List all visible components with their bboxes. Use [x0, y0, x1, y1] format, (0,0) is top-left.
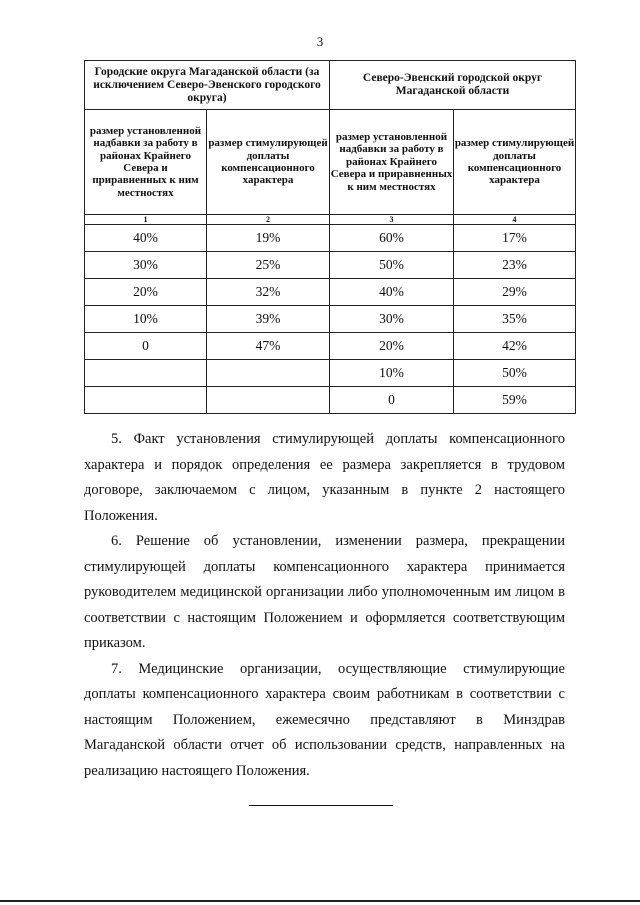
table-cell: 30% — [330, 306, 454, 333]
table-cell: 10% — [85, 306, 207, 333]
column-header-1: размер установленной надбавки за работу в районах Крайнего Севера и приравненных к ним местностях — [85, 110, 207, 215]
table-cell: 32% — [207, 279, 330, 306]
table-row — [85, 306, 576, 333]
table-cell: 47% — [207, 333, 330, 360]
table-cell: 60% — [330, 225, 454, 252]
closing-rule — [249, 805, 393, 806]
column-number: 3 — [330, 215, 454, 225]
table-cell: 10% — [330, 360, 454, 387]
table-cell: 20% — [330, 333, 454, 360]
table-cell: 40% — [85, 225, 207, 252]
column-number: 1 — [85, 215, 207, 225]
table-cell: 50% — [330, 252, 454, 279]
paragraph-5: 5. Факт установления стимулирующей доплаты компенсационного характера и порядок определения ее размера закрепляется в трудовом договоре, заключаемом с лицом, указанным в пункте 2 настоящего Положения. — [84, 431, 565, 524]
paragraph-7: 7. Медицинские организации, осуществляющие стимулирующие доплаты компенсационного характера своим работникам в соответствии с настоящим Положением, ежемесячно представляют в Минздрав Магаданской области отчет об использовании средств, направленных на реализацию настоящего Положения. — [84, 660, 565, 779]
table-row — [85, 225, 576, 252]
column-header-2: размер стимулирующей доплаты компенсационного характера — [207, 110, 330, 215]
body-text — [84, 427, 565, 784]
table-row — [85, 333, 576, 360]
table-cell: 29% — [454, 279, 576, 306]
table-cell — [85, 387, 207, 414]
table-cell: 59% — [454, 387, 576, 414]
table-cell: 23% — [454, 252, 576, 279]
table-cell: 35% — [454, 306, 576, 333]
paragraph-6: 6. Решение об установлении, изменении размера, прекращении стимулирующей доплаты компенсационного характера принимается руководителем медицинской организации либо уполномоченным им лицом в соответствии с настоящим Положением и оформляется соответствующим приказом. — [84, 533, 565, 651]
table-cell: 39% — [207, 306, 330, 333]
page-bottom-edge — [0, 900, 640, 902]
table-cell: 42% — [454, 333, 576, 360]
table-cell — [85, 360, 207, 387]
table-cell — [207, 360, 330, 387]
group-header-magadan: Городские округа Магаданской области (за исключением Северо-Эвенского городского округа) — [85, 61, 330, 110]
column-header-3: размер установленной надбавки за работу в районах Крайнего Севера и приравненных к ним местностях — [330, 110, 454, 215]
table-row — [85, 252, 576, 279]
table-row — [85, 387, 576, 414]
table-cell: 0 — [330, 387, 454, 414]
table-cell: 0 — [85, 333, 207, 360]
column-number: 2 — [207, 215, 330, 225]
table-cell: 17% — [454, 225, 576, 252]
table-row — [85, 360, 576, 387]
table-cell — [207, 387, 330, 414]
allowance-table — [84, 60, 576, 414]
table-cell: 40% — [330, 279, 454, 306]
column-header-row — [85, 110, 576, 215]
table-cell: 20% — [85, 279, 207, 306]
column-header-4: размер стимулирующей доплаты компенсационного характера — [454, 110, 576, 215]
table-cell: 50% — [454, 360, 576, 387]
table-row — [85, 279, 576, 306]
group-header-severo-evensky: Северо-Эвенский городской округ Магаданской области — [330, 61, 576, 110]
group-header-row — [85, 61, 576, 110]
page-number: 3 — [316, 34, 324, 49]
table-cell: 19% — [207, 225, 330, 252]
column-number: 4 — [454, 215, 576, 225]
table-cell: 30% — [85, 252, 207, 279]
table-cell: 25% — [207, 252, 330, 279]
column-number-row — [85, 215, 576, 225]
